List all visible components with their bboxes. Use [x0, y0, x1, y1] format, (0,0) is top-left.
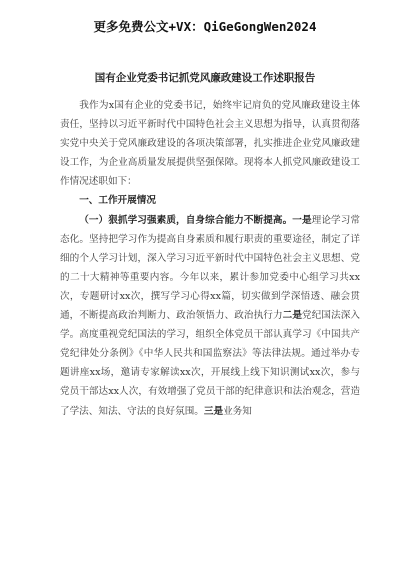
point-lead: 三是: [203, 405, 224, 417]
point-text: 党纪国法深入学。高度重视党纪国法的学习，组织全体党员干部认真学习《中国共产党纪律处分条例》《中华人民共和国监察法》等法律法规。通过举办专题讲座xx场，邀请专家解读xx次，开展线上线下知识测试xx次，参与党员干部达xx人次，有效增强了党员干部的纪律意识和法治观念，营造了学法、知法、守法的良好氛围。: [60, 310, 361, 417]
document-title: 国有企业党委书记抓党风廉政建设工作述职报告: [94, 72, 316, 84]
subsection-paragraph: [60, 211, 360, 421]
point-lead: 二是: [282, 310, 303, 322]
point-text: 理论学习常态化。坚持把学习作为提高自身素质和履行职责的重要途径，制定了详细的个人学习计划，深入学习习近平新时代中国特色社会主义思想、党的二十大精神等重要内容。今年以来，累计参加党委中心组学习共xx次，专题研讨xx次，撰写学习心得xx篇，切实做到学深悟透、融会贯通，不断提高政治判断力、政治领悟力、政治执行力: [60, 214, 361, 322]
intro-paragraph: 我作为x国有企业的党委书记，始终牢记肩负的党风廉政建设主体责任，坚持以习近平新时代中国特色社会主义思想为指导，认真贯彻落实党中央关于党风廉政建设的各项决策部署，扎实推进企业党风廉政建设工作，为企业高质量发展提供坚强保障。现将本人抓党风廉政建设工作情况述职如下：: [60, 100, 360, 188]
subsection-heading: （一）狠抓学习强素质，自身综合能力不断提高。: [79, 214, 293, 226]
point-lead: 一是: [292, 214, 312, 226]
promo-banner: 更多免费公文+VX：QiGeGongWen2024: [93, 19, 317, 34]
section-heading: 一、工作开展情况: [79, 195, 156, 207]
point-text: 业务知: [223, 405, 252, 417]
document-body: [60, 96, 360, 421]
